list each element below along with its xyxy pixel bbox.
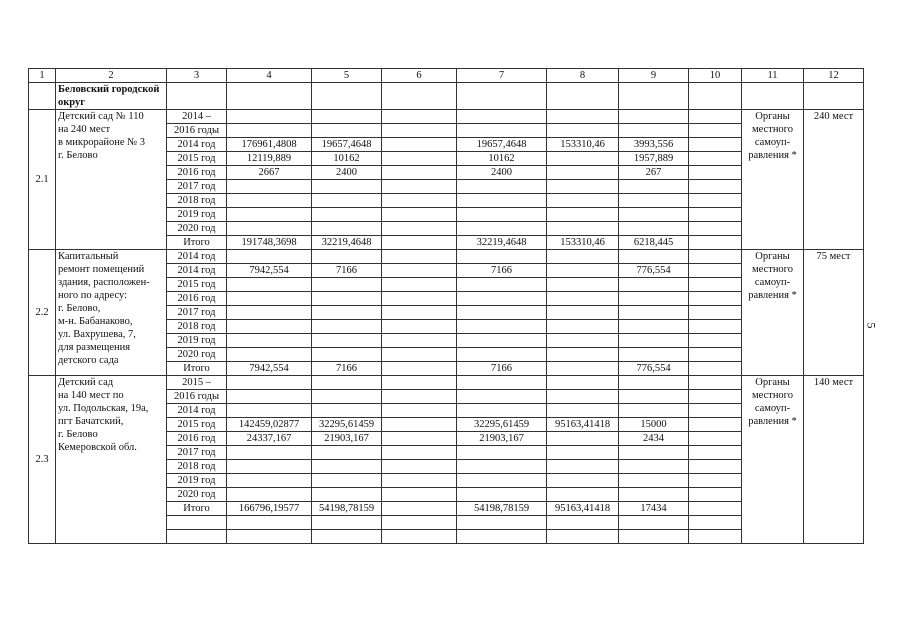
capacity-places: 75 мест (804, 250, 864, 376)
section-number: 2.1 (29, 110, 56, 250)
value-cell (227, 306, 312, 320)
value-cell (547, 404, 619, 418)
value-cell: 54198,78159 (457, 502, 547, 516)
col-header: 2 (56, 69, 167, 83)
responsible-org-line: местного (752, 264, 793, 275)
header-row (29, 69, 864, 83)
value-cell (619, 208, 689, 222)
year-cell: 2016 год (167, 166, 227, 180)
value-cell: 95163,41418 (547, 502, 619, 516)
value-cell: 19657,4648 (457, 138, 547, 152)
year-cell: 2020 год (167, 348, 227, 362)
responsible-org (742, 250, 804, 376)
year-cell: 2015 год (167, 418, 227, 432)
value-cell: 142459,02877 (227, 418, 312, 432)
value-cell (457, 460, 547, 474)
value-cell (382, 222, 457, 236)
object-name-line: для размещения (58, 342, 131, 353)
responsible-org-line: Органы (755, 377, 790, 388)
value-cell: 21903,167 (457, 432, 547, 446)
value-cell: 153310,46 (547, 138, 619, 152)
responsible-org-line: Органы (755, 251, 790, 262)
value-cell (619, 376, 689, 390)
value-cell (312, 460, 382, 474)
object-name-line: в микрорайоне № 3 (58, 137, 146, 148)
value-cell (547, 320, 619, 334)
value-cell: 176961,4808 (227, 138, 312, 152)
value-cell: 7166 (457, 362, 547, 376)
responsible-org-line: самоуп- (754, 403, 791, 414)
value-cell (457, 488, 547, 502)
value-cell (457, 320, 547, 334)
region-row (29, 83, 864, 110)
value-cell (547, 362, 619, 376)
year-cell: 2016 год (167, 292, 227, 306)
value-cell (382, 138, 457, 152)
value-cell (689, 502, 742, 516)
year-cell: 2017 год (167, 306, 227, 320)
value-cell (689, 474, 742, 488)
value-cell: 6218,445 (619, 236, 689, 250)
value-cell (547, 124, 619, 138)
year-cell: 2016 годы (167, 390, 227, 404)
value-cell: 95163,41418 (547, 418, 619, 432)
value-cell: 32295,61459 (457, 418, 547, 432)
value-cell (382, 152, 457, 166)
value-cell: 32219,4648 (457, 236, 547, 250)
year-cell: 2015 – (167, 376, 227, 390)
value-cell (457, 292, 547, 306)
value-cell (547, 474, 619, 488)
value-cell (619, 320, 689, 334)
value-cell (382, 320, 457, 334)
value-cell (547, 166, 619, 180)
value-cell: 32219,4648 (312, 236, 382, 250)
value-cell (619, 460, 689, 474)
value-cell (457, 348, 547, 362)
value-cell: 54198,78159 (312, 502, 382, 516)
value-cell (312, 222, 382, 236)
value-cell (382, 376, 457, 390)
value-cell (312, 194, 382, 208)
value-cell: 2434 (619, 432, 689, 446)
object-name-line: детского сада (58, 355, 119, 366)
object-name-line: г. Белово, (58, 303, 101, 314)
value-cell (382, 432, 457, 446)
value-cell: 2400 (457, 166, 547, 180)
value-cell (457, 278, 547, 292)
value-cell (547, 264, 619, 278)
value-cell (312, 446, 382, 460)
value-cell: 2667 (227, 166, 312, 180)
value-cell (227, 474, 312, 488)
value-cell (547, 110, 619, 124)
value-cell (382, 348, 457, 362)
responsible-org-line: Органы (755, 111, 790, 122)
year-cell: 2016 годы (167, 124, 227, 138)
year-cell: 2014 год (167, 138, 227, 152)
value-cell (619, 306, 689, 320)
col-header: 8 (547, 69, 619, 83)
value-cell (312, 250, 382, 264)
year-cell: 2016 год (167, 432, 227, 446)
value-cell (457, 390, 547, 404)
value-cell (457, 124, 547, 138)
value-cell (457, 250, 547, 264)
responsible-org-line: равления * (748, 416, 797, 427)
value-cell (689, 222, 742, 236)
year-cell: 2019 год (167, 208, 227, 222)
value-cell (619, 474, 689, 488)
value-cell: 24337,167 (227, 432, 312, 446)
value-cell (227, 278, 312, 292)
value-cell (382, 362, 457, 376)
value-cell: 166796,19577 (227, 502, 312, 516)
object-name (56, 376, 167, 544)
value-cell (547, 376, 619, 390)
value-cell (689, 432, 742, 446)
value-cell (547, 460, 619, 474)
value-cell (547, 222, 619, 236)
value-cell (227, 390, 312, 404)
value-cell: 7942,554 (227, 264, 312, 278)
value-cell (382, 502, 457, 516)
value-cell (689, 194, 742, 208)
value-cell (227, 292, 312, 306)
value-cell (312, 278, 382, 292)
object-name-line: Детский сад (58, 377, 114, 388)
value-cell (619, 348, 689, 362)
year-cell: 2018 год (167, 320, 227, 334)
object-name (56, 250, 167, 376)
value-cell (227, 334, 312, 348)
value-cell (547, 278, 619, 292)
value-cell (382, 180, 457, 194)
object-name-line: пгт Бачатский, (58, 416, 124, 427)
value-cell (312, 320, 382, 334)
value-cell (312, 110, 382, 124)
value-cell: 10162 (312, 152, 382, 166)
value-cell: 12119,889 (227, 152, 312, 166)
value-cell (689, 278, 742, 292)
value-cell (689, 292, 742, 306)
value-cell (312, 124, 382, 138)
value-cell: 21903,167 (312, 432, 382, 446)
value-cell (689, 208, 742, 222)
value-cell (457, 180, 547, 194)
value-cell (547, 180, 619, 194)
col-header: 10 (689, 69, 742, 83)
value-cell (457, 474, 547, 488)
value-cell: 153310,46 (547, 236, 619, 250)
value-cell (382, 124, 457, 138)
value-cell (689, 376, 742, 390)
value-cell (227, 110, 312, 124)
value-cell (547, 152, 619, 166)
value-cell (312, 208, 382, 222)
value-cell (619, 334, 689, 348)
value-cell (619, 404, 689, 418)
value-cell (382, 390, 457, 404)
value-cell (227, 208, 312, 222)
value-cell (382, 334, 457, 348)
year-cell: 2014 год (167, 250, 227, 264)
year-cell: Итого (167, 362, 227, 376)
object-name-line: здания, расположен- (58, 277, 150, 288)
value-cell (547, 488, 619, 502)
value-cell (619, 278, 689, 292)
value-cell (382, 474, 457, 488)
value-cell: 19657,4648 (312, 138, 382, 152)
value-cell (457, 110, 547, 124)
value-cell (382, 292, 457, 306)
value-cell (619, 292, 689, 306)
value-cell (312, 180, 382, 194)
value-cell (227, 250, 312, 264)
value-cell (619, 390, 689, 404)
value-cell (382, 446, 457, 460)
value-cell (619, 180, 689, 194)
capacity-places: 240 мест (804, 110, 864, 250)
table-row (29, 250, 864, 264)
value-cell: 17434 (619, 502, 689, 516)
value-cell: 7942,554 (227, 362, 312, 376)
value-cell (547, 348, 619, 362)
value-cell (312, 306, 382, 320)
section-number: 2.2 (29, 250, 56, 376)
value-cell (689, 348, 742, 362)
value-cell (382, 278, 457, 292)
value-cell (227, 222, 312, 236)
year-cell: 2019 год (167, 474, 227, 488)
value-cell (689, 250, 742, 264)
value-cell (689, 236, 742, 250)
value-cell (227, 194, 312, 208)
value-cell (689, 166, 742, 180)
value-cell (619, 488, 689, 502)
col-header: 12 (804, 69, 864, 83)
year-cell: 2017 год (167, 180, 227, 194)
program-table (28, 68, 864, 544)
value-cell (547, 194, 619, 208)
col-header: 7 (457, 69, 547, 83)
value-cell (457, 208, 547, 222)
value-cell (457, 194, 547, 208)
value-cell (312, 348, 382, 362)
responsible-org-line: местного (752, 124, 793, 135)
value-cell (382, 236, 457, 250)
value-cell (382, 306, 457, 320)
value-cell (547, 208, 619, 222)
responsible-org (742, 376, 804, 544)
value-cell (689, 362, 742, 376)
value-cell (227, 488, 312, 502)
capacity-places: 140 мест (804, 376, 864, 544)
page-number: 5 (864, 322, 879, 329)
object-name-line: Детский сад № 110 (58, 111, 144, 122)
value-cell (227, 348, 312, 362)
value-cell: 267 (619, 166, 689, 180)
value-cell (619, 110, 689, 124)
value-cell (227, 180, 312, 194)
col-header: 5 (312, 69, 382, 83)
value-cell (312, 390, 382, 404)
year-cell: Итого (167, 236, 227, 250)
value-cell (382, 250, 457, 264)
responsible-org-line: самоуп- (754, 137, 791, 148)
value-cell (382, 194, 457, 208)
value-cell (382, 418, 457, 432)
value-cell (457, 222, 547, 236)
value-cell (689, 306, 742, 320)
responsible-org-line: равления * (748, 290, 797, 301)
value-cell: 191748,3698 (227, 236, 312, 250)
object-name-line: на 140 мест по (58, 390, 124, 401)
value-cell (382, 404, 457, 418)
col-header: 4 (227, 69, 312, 83)
col-header: 1 (29, 69, 56, 83)
value-cell (227, 376, 312, 390)
value-cell (312, 404, 382, 418)
object-name-line: Кемеровской обл. (58, 442, 137, 453)
value-cell (619, 250, 689, 264)
value-cell (619, 446, 689, 460)
object-name-line: м-н. Бабанаково, (58, 316, 133, 327)
year-cell: 2014 год (167, 264, 227, 278)
responsible-org-line: самоуп- (754, 277, 791, 288)
col-header: 6 (382, 69, 457, 83)
value-cell (312, 488, 382, 502)
table-row (29, 110, 864, 124)
value-cell (457, 376, 547, 390)
value-cell (689, 488, 742, 502)
year-cell: 2020 год (167, 488, 227, 502)
value-cell (689, 390, 742, 404)
value-cell: 10162 (457, 152, 547, 166)
value-cell (689, 124, 742, 138)
value-cell (547, 306, 619, 320)
responsible-org-line: местного (752, 390, 793, 401)
value-cell (689, 404, 742, 418)
value-cell: 7166 (457, 264, 547, 278)
value-cell (689, 418, 742, 432)
responsible-org (742, 110, 804, 250)
value-cell (689, 334, 742, 348)
value-cell: 15000 (619, 418, 689, 432)
value-cell (619, 222, 689, 236)
value-cell (312, 474, 382, 488)
object-name-line: ул. Вахрушева, 7, (58, 329, 136, 340)
object-name-line: Капитальный (58, 251, 119, 262)
table-row (29, 376, 864, 390)
value-cell (547, 250, 619, 264)
object-name-line: г. Белово (58, 429, 98, 440)
value-cell (382, 264, 457, 278)
value-cell (457, 306, 547, 320)
value-cell (382, 460, 457, 474)
value-cell (619, 194, 689, 208)
value-cell (689, 460, 742, 474)
value-cell (547, 292, 619, 306)
value-cell (457, 334, 547, 348)
value-cell (312, 334, 382, 348)
year-cell: 2015 год (167, 278, 227, 292)
year-cell: 2017 год (167, 446, 227, 460)
year-cell: 2018 год (167, 194, 227, 208)
year-cell: 2020 год (167, 222, 227, 236)
value-cell: 776,554 (619, 362, 689, 376)
col-header: 9 (619, 69, 689, 83)
value-cell (689, 320, 742, 334)
value-cell (382, 488, 457, 502)
value-cell: 7166 (312, 264, 382, 278)
object-name-line: г. Белово (58, 150, 98, 161)
value-cell (547, 334, 619, 348)
object-name (56, 110, 167, 250)
object-name-line: на 240 мест (58, 124, 111, 135)
year-cell: 2019 год (167, 334, 227, 348)
value-cell (227, 446, 312, 460)
value-cell (547, 390, 619, 404)
year-cell: 2014 год (167, 404, 227, 418)
value-cell (689, 152, 742, 166)
value-cell (227, 320, 312, 334)
object-name-line: ул. Подольская, 19а, (58, 403, 149, 414)
value-cell (689, 138, 742, 152)
year-cell: 2014 – (167, 110, 227, 124)
year-cell: Итого (167, 502, 227, 516)
value-cell (382, 208, 457, 222)
value-cell: 3993,556 (619, 138, 689, 152)
col-header: 3 (167, 69, 227, 83)
section-number: 2.3 (29, 376, 56, 544)
col-header: 11 (742, 69, 804, 83)
value-cell: 1957,889 (619, 152, 689, 166)
object-name-line: ного по адресу: (58, 290, 128, 301)
value-cell (547, 446, 619, 460)
value-cell: 776,554 (619, 264, 689, 278)
value-cell (382, 110, 457, 124)
value-cell: 7166 (312, 362, 382, 376)
value-cell (689, 264, 742, 278)
year-cell: 2018 год (167, 460, 227, 474)
value-cell (619, 124, 689, 138)
region-title: Беловский городской округ (56, 83, 167, 110)
value-cell (312, 376, 382, 390)
value-cell (547, 432, 619, 446)
value-cell (457, 446, 547, 460)
value-cell (689, 110, 742, 124)
value-cell: 32295,61459 (312, 418, 382, 432)
value-cell (312, 292, 382, 306)
value-cell (382, 166, 457, 180)
value-cell (689, 446, 742, 460)
year-cell: 2015 год (167, 152, 227, 166)
value-cell (689, 180, 742, 194)
value-cell (227, 124, 312, 138)
responsible-org-line: равления * (748, 150, 797, 161)
value-cell (457, 404, 547, 418)
value-cell (227, 460, 312, 474)
object-name-line: ремонт помещений (58, 264, 145, 275)
value-cell (227, 404, 312, 418)
value-cell: 2400 (312, 166, 382, 180)
